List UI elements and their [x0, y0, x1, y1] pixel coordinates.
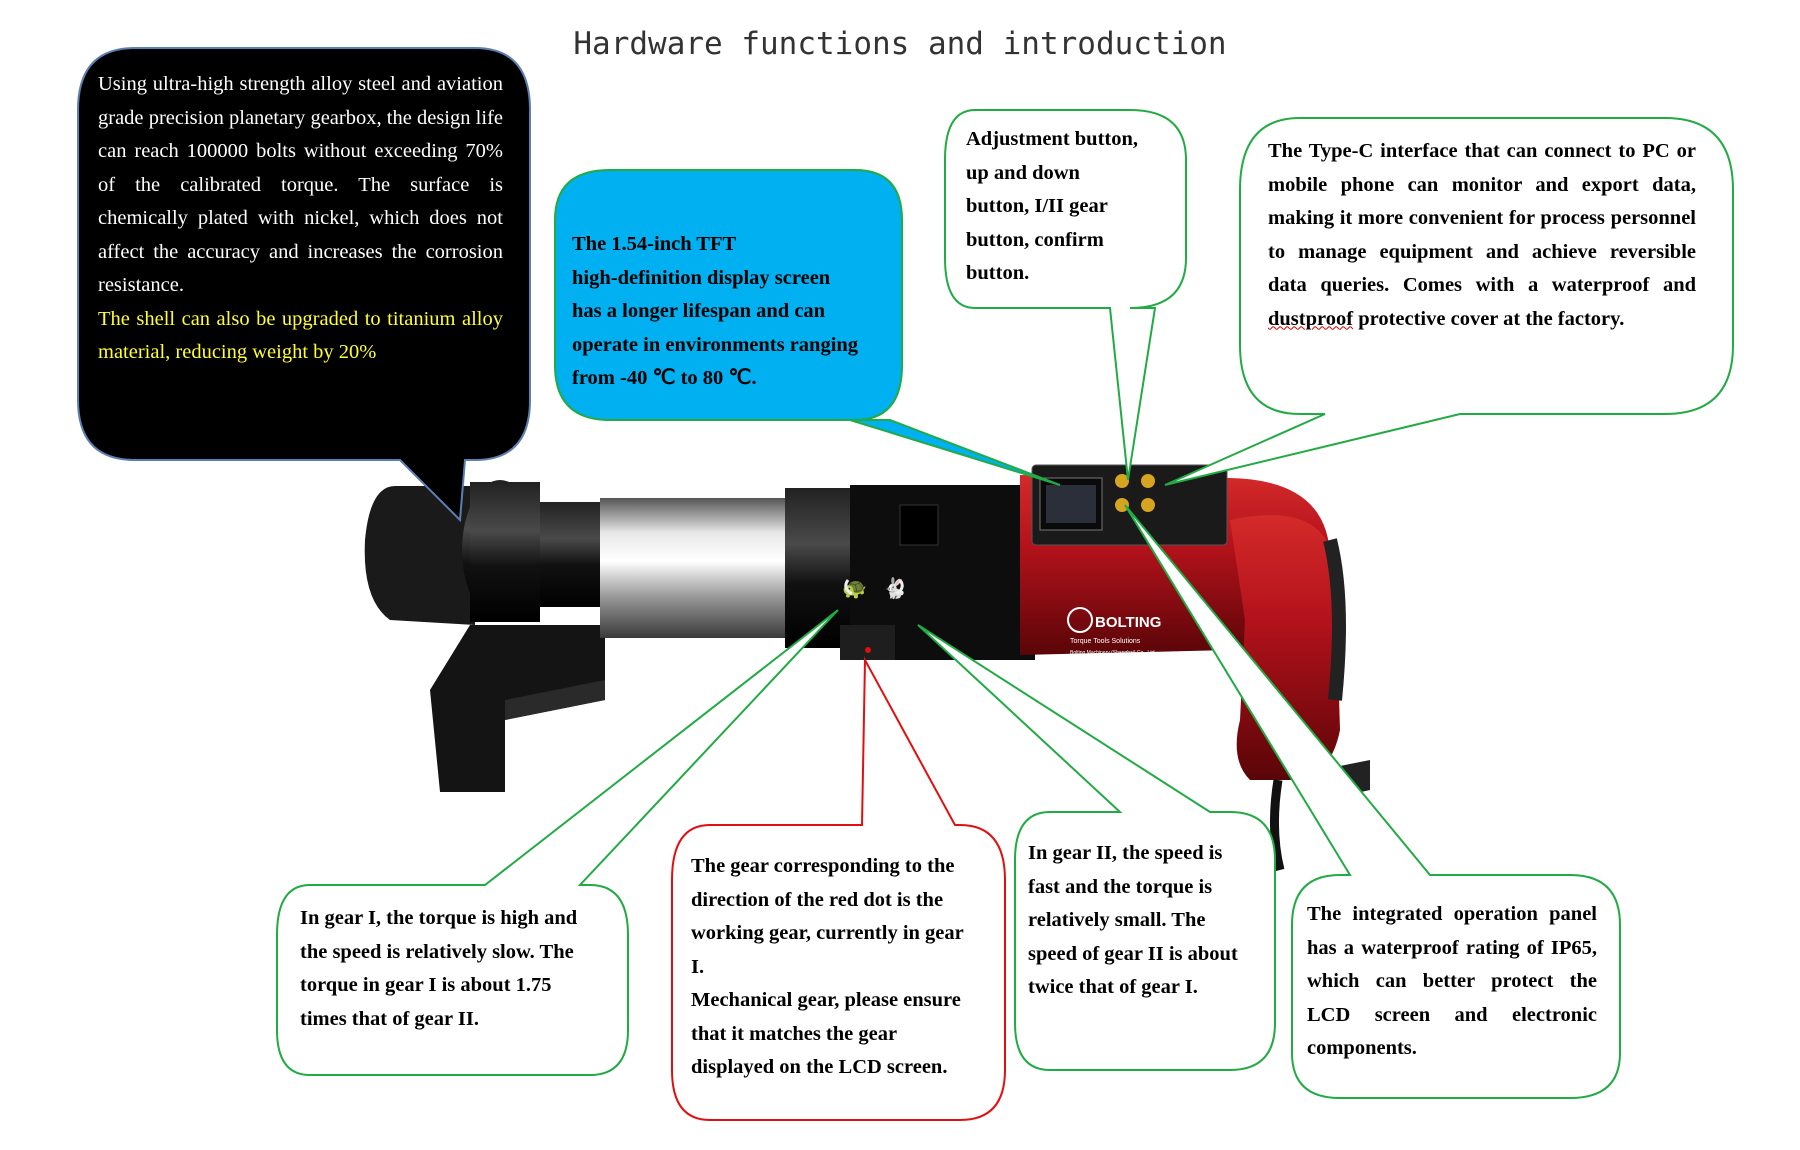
- gear1-line-2: the speed is relatively slow. The: [300, 940, 574, 963]
- display-callout: [572, 228, 892, 396]
- buttons-line-4: button, confirm: [966, 228, 1104, 251]
- buttons-callout: [966, 123, 1166, 291]
- display-line-3: has a longer lifespan and can: [572, 300, 826, 322]
- gear2-callout: [1028, 837, 1253, 1005]
- gear-select-callout: [691, 850, 981, 1085]
- turtle-icon: 🐢: [842, 576, 867, 600]
- material-callout: [98, 68, 503, 370]
- gear-select-line-3: working gear, currently in gear: [691, 922, 964, 944]
- gear1-line-4: times that of gear II.: [300, 1007, 479, 1030]
- gear2-line-1: In gear II, the speed is: [1028, 842, 1223, 864]
- gear-select-line-7: displayed on the LCD screen.: [691, 1056, 948, 1078]
- typec-text: [1268, 135, 1696, 336]
- silver-barrel: [600, 498, 790, 638]
- gear1-line-1: In gear I, the torque is high and: [300, 907, 578, 929]
- buttons-line-2: up and down: [966, 161, 1080, 184]
- panel-callout: [1307, 898, 1597, 1066]
- gear2-line-3: relatively small. The: [1028, 909, 1206, 931]
- gear2-line-4: speed of gear II is about: [1028, 942, 1238, 965]
- gear-select-line-5: Mechanical gear, please ensure: [691, 989, 961, 1011]
- brand-maker: Bolting Machinery (Shanghai) Co., Ltd: [1070, 650, 1155, 656]
- gear-select-line-6: that it matches the gear: [691, 1022, 898, 1045]
- diagram-title: Hardware functions and introduction: [573, 26, 1227, 62]
- brand-logo: BOLTING: [1095, 614, 1162, 631]
- brand-tagline: Torque Tools Solutions: [1070, 638, 1141, 645]
- typec-text-underlined: dustproof: [1268, 307, 1354, 330]
- gear2-line-2: fast and the torque is: [1028, 875, 1213, 898]
- gear1-callout: [300, 902, 590, 1036]
- buttons-line-5: button.: [966, 262, 1030, 284]
- gear2-line-5: twice that of gear I.: [1028, 976, 1198, 998]
- display-line-2: high-definition display screen: [572, 266, 831, 289]
- display-line-4: operate in environments ranging: [572, 333, 859, 356]
- display-line-1: The 1.54-inch TFT: [572, 233, 737, 255]
- typec-text-after: protective cover at the factory.: [1353, 307, 1625, 330]
- material-text: Using ultra-high strength alloy steel and aviation grade precision planetary gearbox, the design life can reach 100000 bolts without exceeding 70% of the calibrated torque. The surface is chemically plated with nickel, which does not affect the accuracy and increases the corrosion resistance.: [98, 73, 503, 296]
- material-highlight-text: The shell can also be upgraded to titanium alloy material, reducing weight by 20%: [98, 307, 503, 363]
- panel-text: The integrated operation panel has a waterproof rating of IP65, which can better protect the LCD screen and electronic components.: [1307, 903, 1597, 1059]
- buttons-line-3: button, I/II gear: [966, 195, 1108, 217]
- buttons-line-1: Adjustment button,: [966, 128, 1138, 150]
- typec-text-before: The Type-C interface that can connect to PC or mobile phone can monitor and export data, making it more convenient for process personnel to manage equipment and achieve reversible data queries. Comes with a waterproof and: [1268, 140, 1696, 296]
- rabbit-icon: 🐇: [882, 576, 907, 600]
- gear-select-line-1: The gear corresponding to the: [691, 855, 955, 877]
- display-line-5: from -40 ℃ to 80 ℃.: [572, 367, 757, 389]
- gear1-line-3: torque in gear I is about 1.75: [300, 974, 552, 996]
- gear-select-line-4: I.: [691, 955, 705, 978]
- gear-select-line-2: direction of the red dot is the: [691, 888, 944, 911]
- typec-callout: [1268, 135, 1696, 336]
